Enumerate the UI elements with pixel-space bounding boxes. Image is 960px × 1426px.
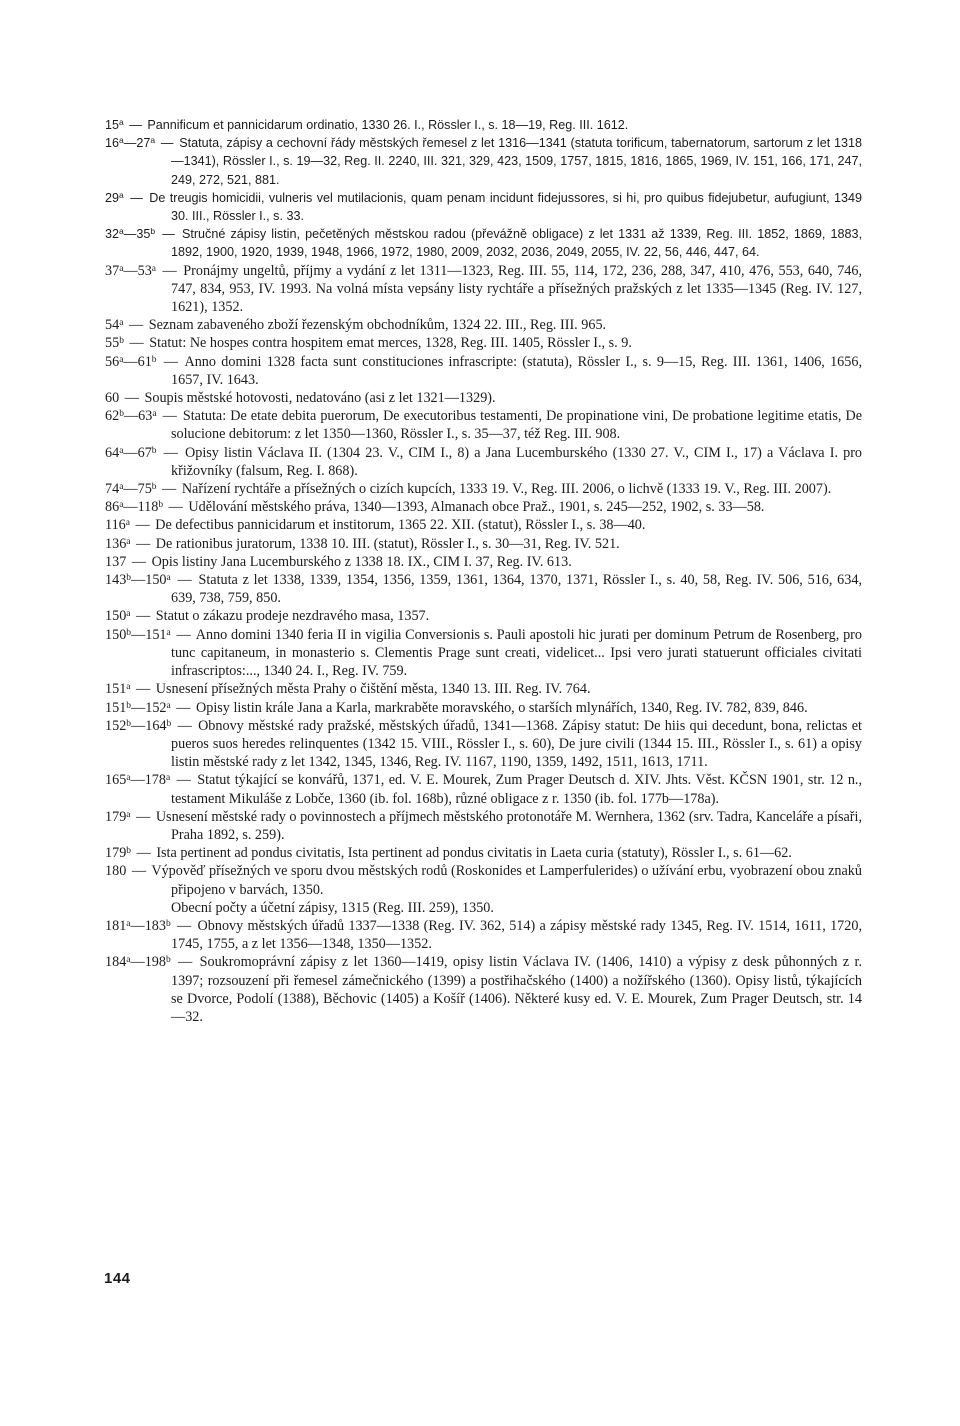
ref-number: 15: [105, 118, 120, 132]
entry-folio-ref: [105, 335, 124, 351]
ref-side-mark: b: [126, 718, 132, 729]
ref-range-end: —164: [131, 717, 167, 734]
ref-range-end: —178: [130, 772, 166, 789]
entry-text: Usnesení přísežných města Prahy o čištění města, 1340 13. III. Reg. IV. 764.: [155, 681, 591, 698]
ref-side-mark: a: [119, 500, 124, 511]
entry-dash: —: [177, 717, 192, 734]
entry-text: Stručné zápisy listin, pečetěných městskou radou (převážně obligace) z let 1331 až 1339, Reg. III. 1852, 1869, 1883, 1892, 1900, 1920, 1939, 1948, 1966, 1972, 1980, 2009, 2032, 2036, 2049, 2055, IV. 22, 56, 446, 447, 64.: [171, 227, 862, 260]
entry-folio-ref: [105, 481, 157, 497]
ref-side-mark: b: [166, 718, 172, 729]
entry-dash: —: [176, 772, 191, 789]
ref-number: 180: [105, 863, 127, 880]
entry-dash: —: [162, 408, 177, 425]
entry-item: [105, 262, 862, 317]
entry-item: [105, 844, 862, 862]
ref-range-end: —183: [130, 917, 166, 934]
entry-text: Anno domini 1328 facta sunt constituciones infrascripte: (statuta), Rössler I., s. 9—15, Reg. III. 1361, 1406, 1656, 1657, IV. 1643.: [171, 353, 863, 388]
entry-text: Anno domini 1340 feria II in vigilia Conversionis s. Pauli apostoli hic jurati per dominum Petrum de Rosenberg, pro tunc capitaneum, in monasterio s. Clementis Prage sunt creati, videlicet... Ipsi vero jurati statuerunt officiales civitati infrascriptos:..., 1340 24. I., Reg. IV. 759.: [171, 626, 862, 680]
entry-text: Statuta z let 1338, 1339, 1354, 1356, 1359, 1361, 1364, 1370, 1371, Rössler I., s. 40, 58, Reg. IV. 506, 516, 634, 639, 738, 759, 850.: [171, 572, 863, 607]
entry-dash: —: [136, 845, 151, 862]
entry-item: [105, 316, 862, 334]
entry-text: Statut týkající se konvářů, 1371, ed. V. E. Mourek, Zum Prager Deutsch d. XIV. Jhts. Věst. KČSN 1901, str. 12 n., testament Mikuláše z Lobče, 1360 (ib. fol. 168b), různé obligace z r. 1350 (ib. fol. 177b—178a).: [171, 772, 863, 807]
entry-item: [105, 116, 862, 134]
entry-item: [105, 699, 862, 717]
ref-side-mark: a: [126, 918, 131, 929]
entry-item: [105, 516, 862, 534]
ref-side-mark: a: [126, 773, 131, 784]
entry-dash: —: [130, 190, 143, 205]
ref-number: 32: [105, 227, 120, 242]
ref-side-mark: a: [166, 700, 171, 711]
ref-side-mark: a: [151, 263, 156, 274]
ref-side-mark: a: [119, 189, 124, 200]
ref-side-mark: b: [119, 336, 124, 347]
ref-number: 64: [105, 444, 120, 461]
entry-dash: —: [136, 808, 151, 825]
entry-dash: —: [124, 390, 139, 407]
entry-folio-ref: [105, 954, 171, 970]
ref-range-end: —27: [123, 136, 151, 151]
ref-range-end: —75: [123, 481, 152, 498]
entry-dash: —: [163, 444, 178, 461]
ref-number: 165: [105, 772, 127, 789]
entry-item: [105, 771, 862, 807]
entry-folio-ref: [105, 608, 131, 624]
entry-folio-ref: [105, 263, 156, 279]
entry-folio-ref: [105, 136, 155, 150]
entry-folio-ref: [105, 390, 119, 406]
ref-side-mark: a: [119, 226, 124, 237]
entry-dash: —: [128, 317, 144, 334]
entry-text: Pronájmy ungeltů, příjmy a vydání z let 1311—1323, Reg. III. 55, 114, 172, 236, 288, 347, 410, 476, 553, 640, 746, 747, 834, 953, IV. 1993. Na volná místa vepsány listy rychtáře a přísežných pražských z let 1335—1345 (Reg. IV. 127, 1621), 1352.: [171, 262, 863, 316]
ref-number: 56: [105, 353, 120, 370]
entry-item: [105, 808, 862, 844]
entry-folio-ref: [105, 554, 126, 570]
ref-side-mark: b: [150, 226, 156, 237]
ref-side-mark: a: [166, 627, 171, 638]
ref-number: 62: [105, 408, 120, 425]
ref-range-end: —150: [131, 572, 167, 589]
ref-number: 179: [105, 845, 127, 862]
entry-text: Obecní počty a účetní zápisy, 1315 (Reg. III. 259), 1350.: [171, 899, 494, 916]
ref-number: 152: [105, 717, 127, 734]
entry-item: [105, 444, 862, 480]
entry-dash: —: [177, 572, 192, 589]
ref-side-mark: a: [119, 318, 124, 329]
entry-folio-ref: [105, 536, 131, 552]
entry-dash: —: [168, 499, 183, 516]
entry-text: Statut: Ne hospes contra hospitem emat merces, 1328, Reg. III. 1405, Rössler I., s. 9.: [149, 335, 632, 352]
entry-text: Usnesení městské rady o povinnostech a příjmech městského protonotáře M. Wernhera, 1362 (srv. Tadra, Kanceláře a písaři, Praha 1892, s. 259).: [155, 808, 862, 843]
entry-dash: —: [162, 227, 175, 242]
entry-text: De rationibus juratorum, 1338 10. III. (statut), Rössler I., s. 30—31, Reg. IV. 521.: [155, 535, 620, 552]
ref-number: 60: [105, 390, 120, 407]
entry-folio-ref: [105, 681, 131, 697]
entry-dash: —: [136, 608, 151, 625]
entry-dash: —: [131, 863, 147, 880]
entry-folio-ref: [105, 227, 155, 241]
entry-item: [105, 717, 862, 772]
entry-item: [105, 498, 862, 516]
ref-side-mark: a: [126, 809, 131, 820]
entry-folio-ref: [105, 517, 130, 533]
entry-text: Ista pertinent ad pondus civitatis, Ista pertinent ad pondus civitatis in Laeta curia (statuty), Rössler I., s. 61—62.: [156, 845, 792, 862]
ref-number: 181: [105, 917, 127, 934]
ref-side-mark: b: [119, 409, 124, 420]
ref-number: 136: [105, 535, 127, 552]
ref-side-mark: a: [165, 773, 171, 784]
entry-item: [105, 353, 862, 389]
ref-number: 137: [105, 553, 127, 570]
entry-folio-ref: [105, 772, 170, 788]
ref-number: 37: [105, 262, 120, 279]
ref-side-mark: a: [119, 263, 124, 274]
ref-range-end: —63: [123, 408, 153, 425]
entry-item: [105, 953, 862, 1026]
entry-text: Udělování městského práva, 1340—1393, Almanach obce Praž., 1901, s. 245—252, 1902, s. 33—58.: [188, 499, 765, 516]
ref-number: 116: [105, 517, 126, 534]
entry-item: [105, 626, 862, 681]
entry-folio-ref: [105, 354, 157, 370]
ref-range-end: —67: [123, 444, 152, 461]
ref-range-end: —198: [130, 954, 166, 971]
entry-continuation: [105, 899, 862, 917]
entry-folio-ref: [105, 572, 171, 588]
ref-range-end: —53: [123, 262, 152, 279]
ref-side-mark: b: [126, 573, 132, 584]
ref-side-mark: a: [119, 482, 124, 493]
ref-side-mark: b: [151, 354, 157, 365]
ref-side-mark: b: [126, 627, 132, 638]
ref-number: 16: [105, 136, 120, 151]
entry-folio-ref: [105, 845, 131, 861]
ref-number: 55: [105, 335, 120, 352]
ref-number: 184: [105, 954, 127, 971]
entry-text: Soupis městské hotovosti, nedatováno (asi z let 1321—1329).: [144, 390, 496, 407]
entry-text: Opisy listin Václava II. (1304 23. V., CIM I., 8) a Jana Lucemburského (1330 27. V., CIM I., 17) a Václava I. pro křižovníky (falsum, Reg. I. 868).: [171, 444, 863, 479]
ref-side-mark: a: [119, 354, 124, 365]
entry-dash: —: [163, 353, 178, 370]
entry-text: Seznam zabaveného zboží řezenským obchodníkům, 1324 22. III., Reg. III. 965.: [148, 317, 607, 334]
ref-side-mark: a: [150, 135, 156, 146]
ref-range-end: —118: [123, 499, 159, 516]
ref-number: 74: [105, 481, 120, 498]
ref-range-end: —151: [131, 626, 167, 643]
entry-item: [105, 553, 862, 571]
entry-dash: —: [178, 954, 193, 971]
entry-text: Statuta, zápisy a cechovní řády městských řemesel z let 1316—1341 (statuta torificum, tabernatorum, sartorum z let 1318—1341), Rössler I., s. 19—32, Reg. II. 2240, III. 321, 329, 423, 1509, 1757, 1815, 1816, 1865, 1969, IV. 151, 166, 171, 247, 249, 272, 521, 881.: [171, 136, 863, 187]
entry-text: Obnovy městské rady pražské, městských úřadů, 1341—1368. Zápisy statut: De hiis qui decedunt, bona, relictas et pueros suos heredes relinquentes (1342 15. VIII., Rössler I., s. 60), De jure civili (1344 15. III., Rössler I., s. 61) a opisy listin městské rady z let 1342, 1345, 1346, Reg. IV. 1167, 1190, 1359, 1492, 1511, 1613, 1711.: [171, 717, 862, 771]
ref-number: 143: [105, 572, 127, 589]
entry-text: Pannificum et pannicidarum ordinatio, 1330 26. I., Rössler I., s. 18—19, Reg. III. 1612.: [147, 118, 629, 132]
entry-text: Nařízení rychtáře a přísežných o cizích kupcích, 1333 19. V., Reg. III. 2006, o lichvě (1333 19. V., Reg. III. 2007).: [181, 481, 832, 498]
ref-side-mark: a: [125, 518, 130, 529]
ref-number: 151: [105, 699, 127, 716]
entry-text: De defectibus pannicidarum et institorum, 1365 22. XII. (statut), Rössler I., s. 38—40.: [155, 517, 646, 534]
entry-text: Obnovy městských úřadů 1337—1338 (Reg. IV. 362, 514) a zápisy městské rady 1345, Reg. IV. 1514, 1611, 1720, 1745, 1755, a z let 1356—1348, 1350—1352.: [171, 917, 863, 953]
entry-dash: —: [176, 626, 191, 643]
entry-text: Opisy listin krále Jana a Karla, markraběte moravského, o starších mlynářích, 1340, Reg. IV. 782, 839, 846.: [196, 699, 808, 716]
entry-text: Statuta: De etate debita puerorum, De executoribus testamenti, De propinatione vini, De probatione legitime etatis, De solucione debitorum: z let 1350—1360, Rössler I., s. 35—37, též Reg. III. 908.: [171, 408, 862, 443]
ref-side-mark: a: [119, 445, 124, 456]
ref-side-mark: a: [126, 955, 131, 966]
ref-range-end: —61: [123, 353, 152, 370]
ref-number: 151: [105, 681, 127, 698]
entry-folio-ref: [105, 445, 157, 461]
ref-side-mark: a: [126, 609, 131, 620]
entry-item: [105, 389, 862, 407]
entry-item: [105, 480, 862, 498]
entry-list: [105, 116, 862, 1026]
entry-dash: —: [136, 681, 151, 698]
page-number: 144: [104, 1270, 131, 1287]
entry-dash: —: [135, 517, 150, 534]
ref-side-mark: a: [119, 135, 124, 146]
entry-text: Statut o zákazu prodeje nezdravého masa, 1357.: [155, 608, 430, 625]
ref-side-mark: b: [165, 955, 171, 966]
entry-item: [105, 134, 862, 189]
entry-item: [105, 862, 862, 898]
entry-folio-ref: [105, 700, 171, 716]
ref-side-mark: b: [151, 445, 157, 456]
entry-folio-ref: [105, 118, 124, 132]
entry-folio-ref: [105, 918, 171, 934]
ref-side-mark: a: [126, 536, 131, 547]
entry-dash: —: [129, 335, 144, 352]
ref-side-mark: b: [165, 918, 171, 929]
entry-item: [105, 535, 862, 553]
ref-side-mark: b: [126, 846, 132, 857]
ref-number: 54: [105, 317, 120, 334]
entry-folio-ref: [105, 627, 171, 643]
entry-item: [105, 407, 862, 443]
entry-dash: —: [176, 699, 191, 716]
entry-item: [105, 571, 862, 607]
entry-dash: —: [136, 535, 151, 552]
ref-side-mark: b: [126, 700, 132, 711]
ref-range-end: —152: [131, 699, 167, 716]
entry-text: De treugis homicidii, vulneris vel mutilacionis, quam penam incidunt fidejussores, si hi, pro quibus fidejubetur, aufugiunt, 1349 30. III., Rössler I., s. 33.: [149, 190, 863, 224]
ref-number: 86: [105, 499, 120, 516]
entry-folio-ref: [105, 317, 123, 333]
entry-dash: —: [129, 118, 142, 132]
entry-folio-ref: [105, 863, 126, 879]
ref-side-mark: a: [126, 682, 131, 693]
entry-folio-ref: [105, 408, 157, 424]
ref-range-end: —35: [123, 227, 151, 242]
ref-number: 150: [105, 608, 127, 625]
ref-number: 29: [105, 190, 120, 205]
entry-text: Opis listiny Jana Lucemburského z 1338 18. IX., CIM I. 37, Reg. IV. 613.: [151, 553, 572, 570]
entry-item: [105, 225, 862, 261]
entry-folio-ref: [105, 809, 131, 825]
entry-item: [105, 680, 862, 698]
entry-item: [105, 917, 862, 953]
entry-dash: —: [131, 553, 147, 570]
ref-number: 179: [105, 808, 127, 825]
entry-folio-ref: [105, 499, 163, 515]
ref-side-mark: a: [152, 409, 157, 420]
entry-folio-ref: [105, 718, 171, 734]
entry-folio-ref: [105, 191, 124, 205]
entry-dash: —: [162, 262, 177, 279]
ref-side-mark: a: [119, 117, 124, 127]
entry-item: [105, 607, 862, 625]
entry-dash: —: [162, 481, 177, 498]
entry-text: Soukromoprávní zápisy z let 1360—1419, opisy listin Václava IV. (1406, 1410) a výpisy z desk půhonných z r. 1397; rozsouzení při řemesel zámečnického (1399) a postřihačského (1400) a nožířského (1360). Opisy listů, týkajících se Dvorce, Podolí (1388), Běchovic (1405) a Košíř (1406). Některé kusy ed. V. E. Mourek, Zum Prager Deutsch, str. 14—32.: [171, 954, 862, 1025]
ref-side-mark: b: [158, 500, 164, 511]
entry-dash: —: [177, 917, 192, 934]
ref-side-mark: b: [151, 482, 157, 493]
entry-dash: —: [160, 136, 174, 151]
entry-item: [105, 334, 862, 352]
ref-side-mark: a: [166, 573, 171, 584]
entry-text: Výpověď přísežných ve sporu dvou městských rodů (Roskonides et Lamperfulerides) o užívání erbu, vyobrazení obou znaků připojeno v barvách, 1350.: [151, 863, 862, 898]
entry-item: [105, 189, 862, 225]
ref-number: 150: [105, 626, 127, 643]
